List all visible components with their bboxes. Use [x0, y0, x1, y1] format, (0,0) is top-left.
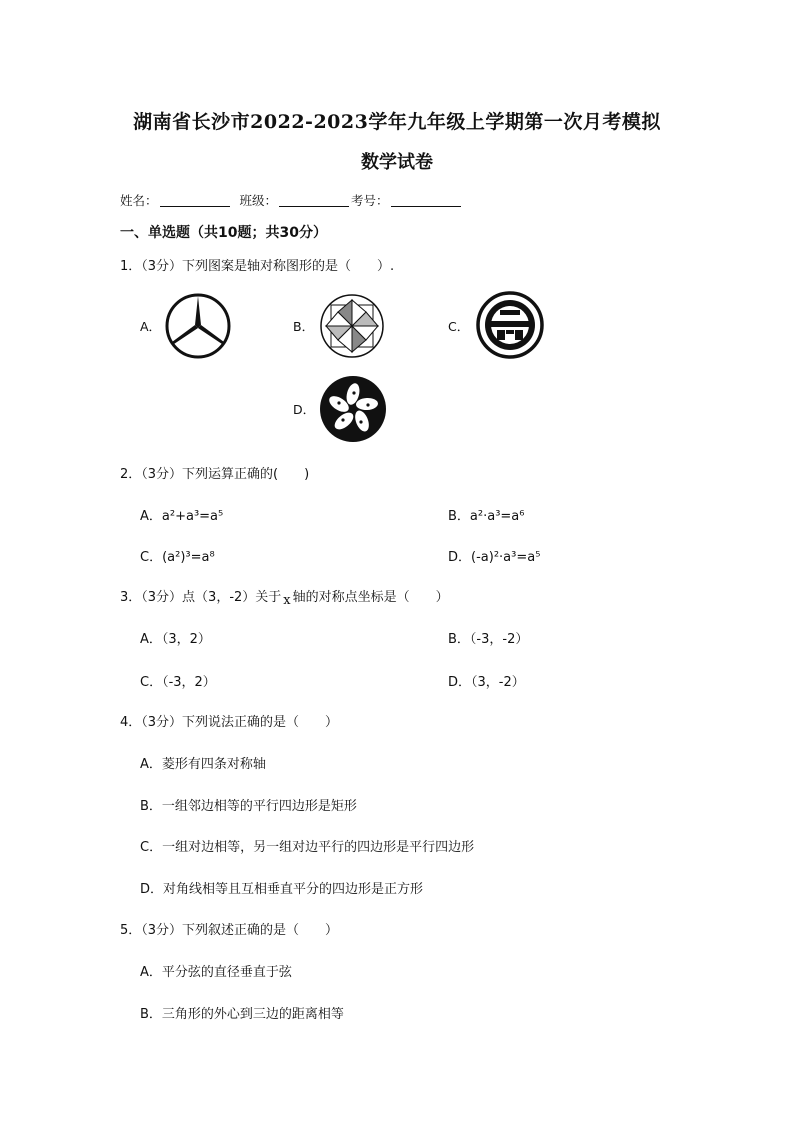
- q2-option-c-label: C．: [140, 550, 163, 565]
- q1-option-c-label[interactable]: C．: [448, 319, 470, 334]
- question-4-stem: 4．（3分）下列说法正确的是（ ）: [120, 715, 339, 730]
- q5-option-b[interactable]: B．三角形的外心到三边的距离相等: [140, 1007, 344, 1022]
- q2-option-a-label: A．: [140, 509, 162, 524]
- q3-stem-var: x: [283, 593, 291, 608]
- question-5-stem: 5．（3分）下列叙述正确的是（ ）: [120, 923, 339, 938]
- name-label: 姓名：: [120, 193, 158, 208]
- student-info-line: [120, 191, 463, 209]
- circular-logo-icon: [475, 290, 545, 360]
- q2-option-d[interactable]: [448, 546, 540, 565]
- page-subtitle: 数学试卷: [361, 152, 433, 173]
- q2-option-b[interactable]: [448, 505, 524, 524]
- q2-option-b-label: B．: [448, 509, 470, 524]
- q2-option-d-text: (-a)²·a³=a⁵: [471, 550, 541, 565]
- section-heading: 一、单选题（共10题；共30分）: [120, 225, 327, 241]
- question-2-stem: 2．（3分）下列运算正确的( ): [120, 467, 310, 482]
- q1-option-b-label[interactable]: B．: [293, 319, 315, 334]
- q4-option-c[interactable]: C．一组对边相等，另一组对边平行的四边形是平行四边形: [140, 840, 475, 855]
- class-label: 班级：: [239, 193, 277, 208]
- q4-option-d[interactable]: D．对角线相等且互相垂直平分的四边形是正方形: [140, 882, 424, 897]
- class-blank[interactable]: [279, 194, 349, 207]
- mercedes-star-icon: [164, 292, 232, 360]
- q3-option-b[interactable]: B．（-3，-2）: [448, 632, 529, 647]
- q5-option-a[interactable]: A．平分弦的直径垂直于弦: [140, 965, 292, 980]
- pinwheel-icon: [318, 292, 386, 360]
- number-label: 考号：: [350, 193, 389, 208]
- q4-option-a[interactable]: A．菱形有四条对称轴: [140, 757, 266, 772]
- number-blank[interactable]: [391, 194, 461, 207]
- question-3-stem: [120, 586, 449, 608]
- q3-option-c[interactable]: C．（-3，2）: [140, 675, 216, 690]
- q1-option-d-label[interactable]: D．: [293, 402, 316, 417]
- q4-option-b[interactable]: B．一组邻边相等的平行四边形是矩形: [140, 799, 357, 814]
- bauhinia-flower-icon: [318, 374, 388, 444]
- q2-option-a[interactable]: [140, 505, 223, 524]
- q3-stem-post: 轴的对称点坐标是（ ）: [292, 590, 449, 605]
- q2-option-d-label: D．: [448, 550, 472, 565]
- q2-option-c-text: (a²)³=a⁸: [162, 550, 215, 565]
- q2-option-c[interactable]: [140, 546, 215, 565]
- q3-option-a[interactable]: A．（3，2）: [140, 632, 211, 647]
- q3-stem-pre: 3．（3分）点（3，-2）关于: [120, 590, 282, 605]
- q3-option-d[interactable]: D．（3，-2）: [448, 675, 525, 690]
- page-title: 湖南省长沙市2022-2023学年九年级上学期第一次月考模拟: [133, 111, 661, 133]
- q2-option-b-text: a²·a³=a⁶: [469, 509, 525, 524]
- name-blank[interactable]: [160, 194, 230, 207]
- q1-option-a-label[interactable]: A．: [140, 319, 162, 334]
- q2-option-a-text: a²+a³=a⁵: [161, 509, 224, 524]
- question-1-stem: 1．（3分）下列图案是轴对称图形的是（ ）.: [120, 259, 395, 274]
